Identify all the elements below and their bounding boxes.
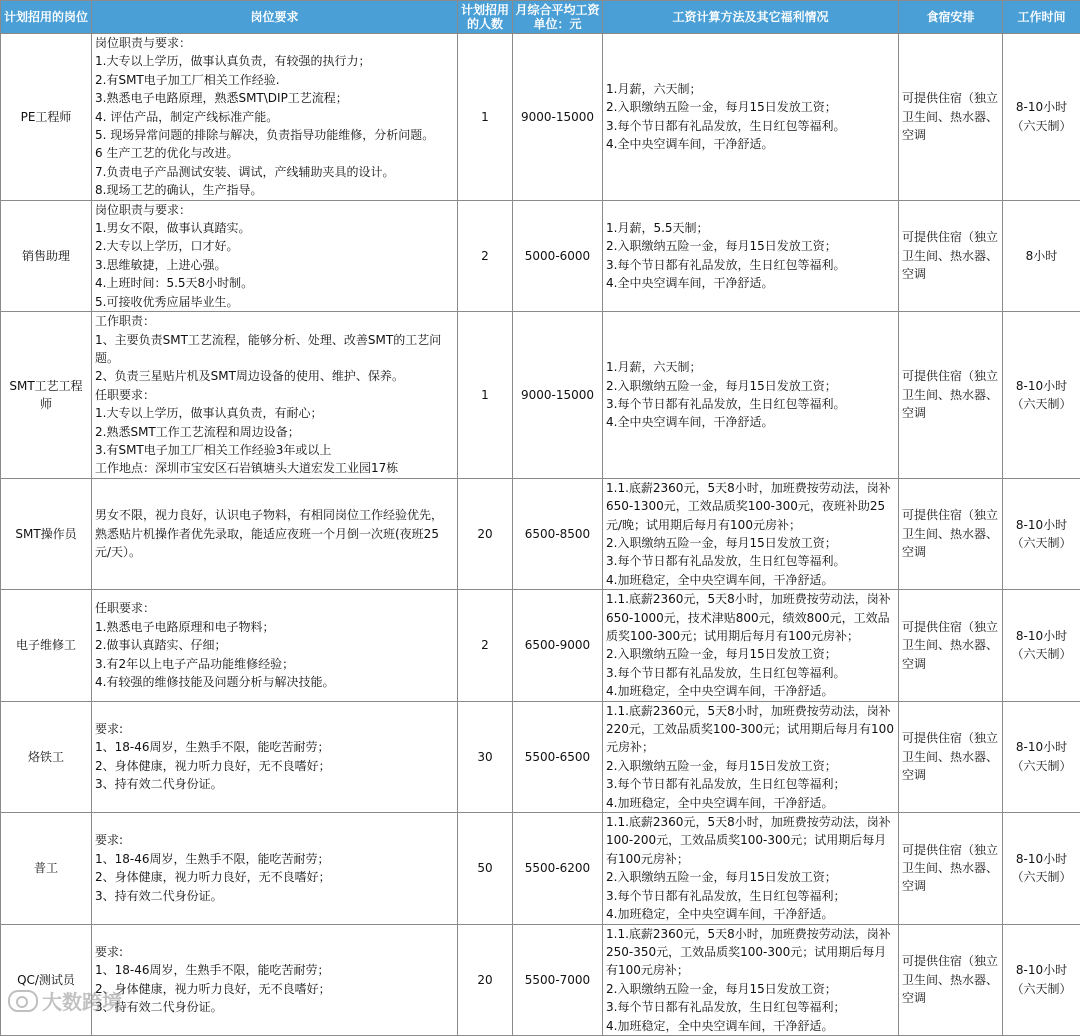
benefits-cell [603, 34, 899, 201]
hours-cell: 8-10小时（六天制） [1003, 924, 1080, 1035]
hours-cell: 8-10小时（六天制） [1003, 813, 1080, 924]
benefits-cell [603, 200, 899, 311]
requirements-cell-line: 5. 现场异常问题的排除与解决，负责指导功能维修，分析问题。 [95, 126, 454, 144]
requirements-cell [92, 34, 458, 201]
requirements-cell-line: 3.思维敏捷，上进心强。 [95, 256, 454, 274]
requirements-cell-line: 工作职责： [95, 312, 454, 330]
benefits-cell-line: 1.月薪，5.5天制； [606, 219, 895, 237]
position-cell: 普工 [1, 813, 92, 924]
count-cell: 1 [458, 312, 513, 479]
requirements-cell-line: 1、18-46周岁，生熟手不限，能吃苦耐劳； [95, 738, 454, 756]
salary-cell: 5500-7000 [513, 924, 603, 1035]
salary-cell: 5500-6200 [513, 813, 603, 924]
salary-cell: 6500-8500 [513, 478, 603, 589]
table-row [1, 200, 1080, 311]
requirements-cell-line: 2.熟悉SMT工作工艺流程和周边设备； [95, 423, 454, 441]
requirements-cell-line: 3、持有效二代身份证。 [95, 998, 454, 1016]
benefits-cell-line: 1.月薪，六天制； [606, 358, 895, 376]
requirements-cell [92, 200, 458, 311]
benefits-cell-line: 3.每个节日都有礼品发放，生日红包等福利。 [606, 552, 895, 570]
requirements-cell-line: 男女不限，视力良好，认识电子物料，有相同岗位工作经验优先，熟悉贴片机操作者优先录取，能适应夜班一个月倒一次班(夜班25元/天）。 [95, 506, 454, 561]
requirements-cell-line: 岗位职责与要求： [95, 201, 454, 219]
salary-cell: 9000-15000 [513, 312, 603, 479]
requirements-cell-line: 2.大专以上学历，口才好。 [95, 237, 454, 255]
lodging-cell: 可提供住宿（独立卫生间、热水器、空调 [899, 701, 1003, 812]
requirements-cell-line: 2、身体健康，视力听力良好，无不良嗜好； [95, 868, 454, 886]
requirements-cell-line: 2.有SMT电子加工厂相关工作经验. [95, 71, 454, 89]
benefits-cell-line: 2.入职缴纳五险一金，每月15日发放工资； [606, 98, 895, 116]
hours-cell: 8-10小时（六天制） [1003, 312, 1080, 479]
requirements-cell-line: 8.现场工艺的确认，生产指导。 [95, 181, 454, 199]
header-requirements: 岗位要求 [92, 1, 458, 34]
requirements-cell-line: 4. 评估产品，制定产线标准产能。 [95, 108, 454, 126]
benefits-cell-line: 4.加班稳定，全中央空调车间，干净舒适。 [606, 794, 895, 812]
benefits-cell-line: 1.1.底薪2360元，5天8小时，加班费按劳动法，岗补650-1000元，技术津贴800元，绩效800元，工效品质奖100-300元；试用期后每月有100元房补； [606, 590, 895, 645]
benefits-cell-line: 4.全中央空调车间，干净舒适。 [606, 413, 895, 431]
position-cell: 销售助理 [1, 200, 92, 311]
benefits-cell [603, 478, 899, 589]
requirements-cell [92, 813, 458, 924]
table-row [1, 590, 1080, 701]
count-cell: 2 [458, 200, 513, 311]
benefits-cell-line: 1.月薪，六天制； [606, 80, 895, 98]
requirements-cell-line: 要求: [95, 831, 454, 849]
lodging-cell: 可提供住宿（独立卫生间、热水器、空调 [899, 813, 1003, 924]
table-row [1, 701, 1080, 812]
requirements-cell-line: 5.可接收优秀应届毕业生。 [95, 293, 454, 311]
requirements-cell-line: 2、负责三星贴片机及SMT周边设备的使用、维护、保养。 [95, 367, 454, 385]
benefits-cell-line: 1.1.底薪2360元，5天8小时，加班费按劳动法，岗补100-200元，工效品质奖100-300元；试用期后每月有100元房补； [606, 813, 895, 868]
benefits-cell [603, 701, 899, 812]
requirements-cell [92, 590, 458, 701]
hours-cell: 8-10小时（六天制） [1003, 478, 1080, 589]
benefits-cell-line: 3.每个节日都有礼品发放，生日红包等福利。 [606, 117, 895, 135]
requirements-cell-line: 任职要求： [95, 386, 454, 404]
header-benefits: 工资计算方法及其它福利情况 [603, 1, 899, 34]
benefits-cell [603, 813, 899, 924]
benefits-cell-line: 4.加班稳定，全中央空调车间，干净舒适。 [606, 905, 895, 923]
requirements-cell [92, 312, 458, 479]
requirements-cell-line: 1、主要负责SMT工艺流程，能够分析、处理、改善SMT的工艺问题。 [95, 331, 454, 368]
requirements-cell-line: 1.熟悉电子电路原理和电子物料； [95, 618, 454, 636]
salary-cell: 5000-6000 [513, 200, 603, 311]
benefits-cell-line: 4.全中央空调车间，干净舒适。 [606, 135, 895, 153]
benefits-cell-line: 1.1.底薪2360元，5天8小时，加班费按劳动法，岗补220元，工效品质奖100-300元；试用期后每月有100元房补； [606, 702, 895, 757]
salary-cell: 9000-15000 [513, 34, 603, 201]
header-position: 计划招用的岗位 [1, 1, 92, 34]
requirements-cell-line: 工作地点：深圳市宝安区石岩镇塘头大道宏发工业园17栋 [95, 459, 454, 477]
table-row [1, 478, 1080, 589]
lodging-cell: 可提供住宿（独立卫生间、热水器、空调 [899, 34, 1003, 201]
table-row [1, 312, 1080, 479]
requirements-cell [92, 701, 458, 812]
benefits-cell-line: 3.每个节日都有礼品发放，生日红包等福利； [606, 887, 895, 905]
benefits-cell-line: 1.1.底薪2360元，5天8小时，加班费按劳动法，岗补250-350元，工效品质奖100-300元；试用期后每月有100元房补； [606, 925, 895, 980]
benefits-cell-line: 2.入职缴纳五险一金，每月15日发放工资； [606, 868, 895, 886]
requirements-cell-line: 2、身体健康，视力听力良好，无不良嗜好； [95, 757, 454, 775]
watermark [8, 986, 122, 1015]
count-cell: 2 [458, 590, 513, 701]
requirements-cell-line: 4.上班时间：5.5天8小时制。 [95, 274, 454, 292]
count-cell: 20 [458, 478, 513, 589]
requirements-cell-line: 3.有2年以上电子产品功能维修经验； [95, 655, 454, 673]
benefits-cell-line: 2.入职缴纳五险一金，每月15日发放工资； [606, 237, 895, 255]
count-cell: 1 [458, 34, 513, 201]
table-body [1, 34, 1080, 1036]
header-lodging: 食宿安排 [899, 1, 1003, 34]
benefits-cell-line: 2.入职缴纳五险一金，每月15日发放工资； [606, 980, 895, 998]
hours-cell: 8-10小时（六天制） [1003, 34, 1080, 201]
position-cell: 电子维修工 [1, 590, 92, 701]
benefits-cell-line: 3.每个节日都有礼品发放，生日红包等福利。 [606, 256, 895, 274]
count-cell: 30 [458, 701, 513, 812]
requirements-cell-line: 任职要求： [95, 599, 454, 617]
benefits-cell-line: 3.每个节日都有礼品发放，生日红包等福利； [606, 775, 895, 793]
benefits-cell-line: 2.入职缴纳五险一金，每月15日发放工资； [606, 534, 895, 552]
position-cell: SMT操作员 [1, 478, 92, 589]
header-row [1, 1, 1080, 34]
requirements-cell-line: 6 生产工艺的优化与改进。 [95, 144, 454, 162]
requirements-cell [92, 478, 458, 589]
watermark-text: 大数跨境 [42, 986, 122, 1015]
requirements-cell-line: 岗位职责与要求： [95, 34, 454, 52]
requirements-cell-line: 1.大专以上学历，做事认真负责，有较强的执行力； [95, 52, 454, 70]
benefits-cell-line: 2.入职缴纳五险一金，每月15日发放工资； [606, 757, 895, 775]
benefits-cell [603, 312, 899, 479]
table-row [1, 813, 1080, 924]
lodging-cell: 可提供住宿（独立卫生间、热水器、空调 [899, 924, 1003, 1035]
benefits-cell-line: 1.1.底薪2360元，5天8小时，加班费按劳动法，岗补650-1300元，工效品质奖100-300元，夜班补助25元/晚；试用期后每月有100元房补； [606, 479, 895, 534]
benefits-cell-line: 2.入职缴纳五险一金，每月15日发放工资； [606, 645, 895, 663]
salary-cell: 6500-9000 [513, 590, 603, 701]
requirements-cell-line: 3.有SMT电子加工厂相关工作经验3年或以上 [95, 441, 454, 459]
requirements-cell-line: 1.男女不限，做事认真踏实。 [95, 219, 454, 237]
hours-cell: 8-10小时（六天制） [1003, 590, 1080, 701]
position-cell: QC/测试员 [1, 924, 92, 1035]
position-cell: PE工程师 [1, 34, 92, 201]
header-count: 计划招用的人数 [458, 1, 513, 34]
benefits-cell-line: 3.每个节日都有礼品发放，生日红包等福利。 [606, 664, 895, 682]
requirements-cell-line: 3、持有效二代身份证。 [95, 887, 454, 905]
lodging-cell: 可提供住宿（独立卫生间、热水器、空调 [899, 590, 1003, 701]
requirements-cell-line: 2.做事认真踏实、仔细； [95, 636, 454, 654]
header-salary: 月综合平均工资单位：元 [513, 1, 603, 34]
benefits-cell-line: 2.入职缴纳五险一金，每月15日发放工资； [606, 377, 895, 395]
requirements-cell-line: 3.熟悉电子电路原理，熟悉SMT\DIP工艺流程； [95, 89, 454, 107]
requirements-cell-line: 7.负责电子产品测试安装、调试，产线辅助夹具的设计。 [95, 163, 454, 181]
watermark-logo-icon [8, 990, 38, 1012]
lodging-cell: 可提供住宿（独立卫生间、热水器、空调 [899, 478, 1003, 589]
table-row [1, 34, 1080, 201]
position-cell: 烙铁工 [1, 701, 92, 812]
requirements-cell-line: 2、身体健康，视力听力良好，无不良嗜好； [95, 980, 454, 998]
benefits-cell-line: 4.全中央空调车间，干净舒适。 [606, 274, 895, 292]
hours-cell: 8-10小时（六天制） [1003, 701, 1080, 812]
requirements-cell-line: 1、18-46周岁，生熟手不限，能吃苦耐劳； [95, 850, 454, 868]
count-cell: 20 [458, 924, 513, 1035]
header-hours: 工作时间 [1003, 1, 1080, 34]
requirements-cell-line: 1.大专以上学历，做事认真负责，有耐心； [95, 404, 454, 422]
hours-cell: 8小时 [1003, 200, 1080, 311]
benefits-cell-line: 3.每个节日都有礼品发放，生日红包等福利； [606, 998, 895, 1016]
benefits-cell-line: 4.加班稳定，全中央空调车间，干净舒适。 [606, 571, 895, 589]
requirements-cell-line: 4.有较强的维修技能及问题分析与解决技能。 [95, 673, 454, 691]
benefits-cell-line: 4.加班稳定，全中央空调车间，干净舒适。 [606, 682, 895, 700]
position-cell: SMT工艺工程师 [1, 312, 92, 479]
count-cell: 50 [458, 813, 513, 924]
requirements-cell-line: 要求: [95, 720, 454, 738]
benefits-cell [603, 590, 899, 701]
benefits-cell-line: 4.加班稳定，全中央空调车间，干净舒适。 [606, 1017, 895, 1035]
requirements-cell-line: 1、18-46周岁，生熟手不限，能吃苦耐劳； [95, 961, 454, 979]
requirements-cell-line: 3、持有效二代身份证。 [95, 775, 454, 793]
lodging-cell: 可提供住宿（独立卫生间、热水器、空调 [899, 200, 1003, 311]
benefits-cell-line: 3.每个节日都有礼品发放，生日红包等福利。 [606, 395, 895, 413]
lodging-cell: 可提供住宿（独立卫生间、热水器、空调 [899, 312, 1003, 479]
requirements-cell-line: 要求: [95, 943, 454, 961]
salary-cell: 5500-6500 [513, 701, 603, 812]
